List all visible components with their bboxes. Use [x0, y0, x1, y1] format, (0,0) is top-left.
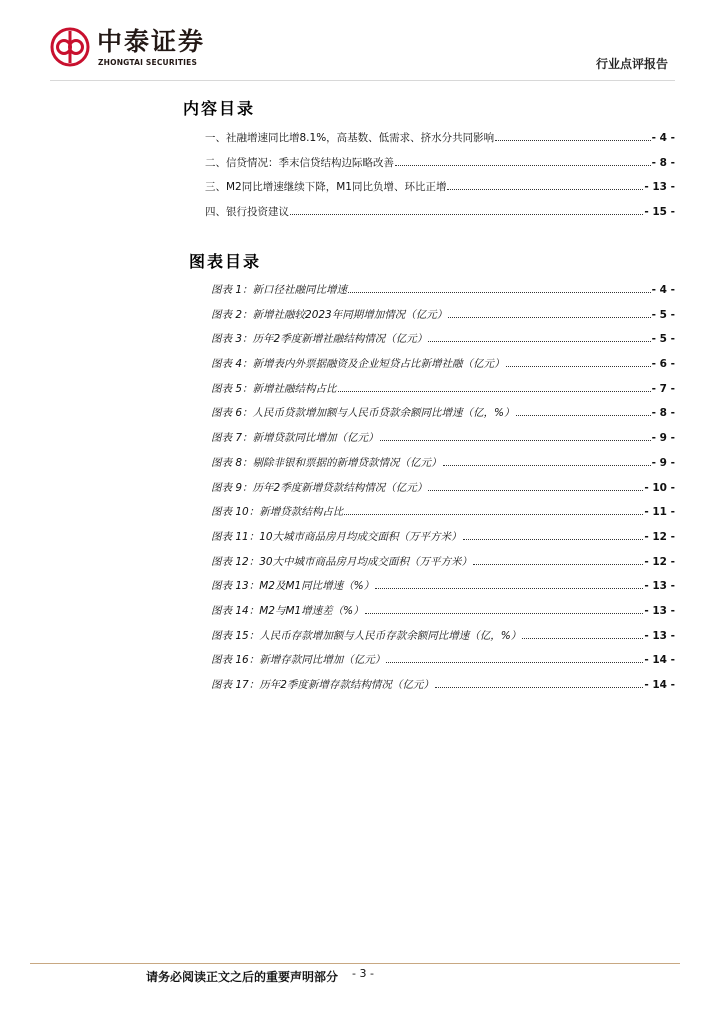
- figure-entry[interactable]: [211, 381, 675, 406]
- figure-entry-text: 图表 4：新增表内外票据融资及企业短贷占比新增社融（亿元）: [211, 358, 505, 371]
- figure-entry-text: 图表 11：10大城市商品房月均成交面积（万平方米）: [211, 530, 462, 543]
- leader-dots: [435, 677, 643, 688]
- leader-dots: [365, 603, 644, 614]
- report-type-label: 行业点评报告: [595, 57, 668, 71]
- leader-dots: [443, 455, 651, 466]
- leader-dots: [495, 130, 650, 141]
- figure-entry-text: 图表 15：人民币存款增加额与人民币存款余额同比增速（亿，%）: [211, 629, 522, 642]
- toc-entry-text: 三、M2同比增速继续下降，M1同比负增、环比正增: [205, 181, 447, 194]
- leader-dots: [348, 282, 651, 293]
- toc-entry-text: 四、银行投资建议: [205, 206, 289, 219]
- figure-entry[interactable]: [211, 628, 675, 653]
- figure-entry-text: 图表 8：剔除非银和票据的新增贷款情况（亿元）: [211, 456, 442, 469]
- leader-dots: [516, 405, 651, 416]
- leader-dots: [386, 652, 643, 663]
- figure-entry[interactable]: [211, 430, 675, 455]
- figure-entry-page: - 9 -: [651, 432, 675, 445]
- figure-entry-page: - 13 -: [644, 580, 675, 593]
- figure-entry-text: 图表 2：新增社融较2023年同期增加情况（亿元）: [211, 308, 448, 321]
- leader-dots: [380, 430, 651, 441]
- figure-entry[interactable]: [211, 652, 675, 677]
- toc-entry-page: - 15 -: [644, 206, 675, 219]
- footer-disclaimer: 请务必阅读正文之后的重要声明部分: [146, 970, 339, 984]
- toc-entry[interactable]: [205, 179, 675, 204]
- figure-entry[interactable]: [211, 307, 675, 332]
- contents-title: 内容目录: [183, 99, 256, 118]
- brand-name-cn: 中泰证券: [97, 27, 206, 56]
- figure-entry-page: - 10 -: [644, 481, 675, 494]
- figure-entry-page: - 14 -: [644, 654, 675, 667]
- leader-dots: [463, 529, 644, 540]
- figure-entry-page: - 5 -: [651, 333, 675, 346]
- figure-entry-page: - 6 -: [651, 358, 675, 371]
- figure-entry[interactable]: [211, 554, 675, 579]
- leader-dots: [447, 179, 643, 190]
- figure-entry-page: - 12 -: [644, 530, 675, 543]
- figure-entry-text: 图表 12：30大中城市商品房月均成交面积（万平方米）: [211, 555, 473, 568]
- figure-entry[interactable]: [211, 405, 675, 430]
- figure-entry-page: - 5 -: [651, 308, 675, 321]
- figure-entry-page: - 7 -: [651, 382, 675, 395]
- figure-entry-text: 图表 13：M2及M1同比增速（%）: [211, 580, 375, 593]
- figure-entry-text: 图表 6：人民币贷款增加额与人民币贷款余额同比增速（亿，%）: [211, 407, 515, 420]
- figure-entry[interactable]: [211, 455, 675, 480]
- figure-entry-text: 图表 17：历年2季度新增存款结构情况（亿元）: [211, 679, 434, 691]
- figure-entry-page: - 9 -: [651, 456, 675, 469]
- figure-entry[interactable]: [211, 677, 675, 702]
- figure-entry[interactable]: [211, 356, 675, 381]
- footer-page-number: - 3 -: [352, 967, 374, 980]
- figure-entry-text: 图表 10：新增贷款结构占比: [211, 506, 344, 519]
- leader-dots: [338, 381, 651, 392]
- leader-dots: [428, 480, 643, 491]
- figure-entry[interactable]: [211, 282, 675, 307]
- toc-entry[interactable]: [205, 204, 675, 229]
- figure-entry-text: 图表 5：新增社融结构占比: [211, 382, 337, 395]
- figure-entry-text: 图表 1：新口径社融同比增速: [211, 284, 348, 296]
- figure-entry-text: 图表 7：新增贷款同比增加（亿元）: [211, 432, 379, 445]
- toc-entry-text: 二、信贷情况：季末信贷结构边际略改善: [205, 156, 394, 169]
- page-header: [0, 0, 724, 84]
- figure-entry[interactable]: [211, 578, 675, 603]
- toc-entry-page: - 8 -: [651, 156, 675, 169]
- toc-entry[interactable]: [205, 155, 675, 180]
- figures-list: [211, 282, 675, 702]
- figure-entry-text: 图表 14：M2与M1增速差（%）: [211, 604, 364, 617]
- leader-dots: [448, 307, 650, 318]
- leader-dots: [344, 504, 643, 515]
- brand-name-en: ZHONGTAI SECURITIES: [98, 58, 198, 67]
- figure-entry-page: - 13 -: [644, 629, 675, 642]
- figure-entry[interactable]: [211, 480, 675, 505]
- leader-dots: [428, 331, 650, 342]
- leader-dots: [290, 204, 643, 215]
- figure-entry-page: - 8 -: [651, 407, 675, 420]
- toc-entry-page: - 13 -: [644, 181, 675, 194]
- figure-entry-page: - 4 -: [651, 284, 675, 296]
- figure-entry-page: - 13 -: [644, 604, 675, 617]
- figure-entry-page: - 14 -: [644, 679, 675, 691]
- figure-entry-page: - 11 -: [644, 506, 675, 519]
- header-divider: [50, 80, 675, 81]
- leader-dots: [473, 554, 643, 565]
- figure-entry-page: - 12 -: [644, 555, 675, 568]
- footer-divider: [30, 963, 680, 964]
- zhongtai-logo-icon: [50, 27, 90, 67]
- contents-list: [205, 130, 675, 229]
- toc-entry[interactable]: [205, 130, 675, 155]
- figures-title: 图表目录: [189, 252, 262, 271]
- figure-entry-text: 图表 16：新增存款同比增加（亿元）: [211, 654, 386, 667]
- leader-dots: [522, 628, 643, 639]
- leader-dots: [375, 578, 643, 589]
- leader-dots: [395, 155, 651, 166]
- figure-entry[interactable]: [211, 504, 675, 529]
- toc-entry-page: - 4 -: [651, 132, 675, 144]
- figure-entry[interactable]: [211, 331, 675, 356]
- leader-dots: [506, 356, 651, 367]
- figure-entry-text: 图表 9：历年2季度新增贷款结构情况（亿元）: [211, 481, 428, 494]
- figure-entry[interactable]: [211, 603, 675, 628]
- toc-entry-text: 一、社融增速同比增8.1%，高基数、低需求、挤水分共同影响: [205, 132, 495, 144]
- figure-entry-text: 图表 3：历年2季度新增社融结构情况（亿元）: [211, 333, 428, 346]
- figure-entry[interactable]: [211, 529, 675, 554]
